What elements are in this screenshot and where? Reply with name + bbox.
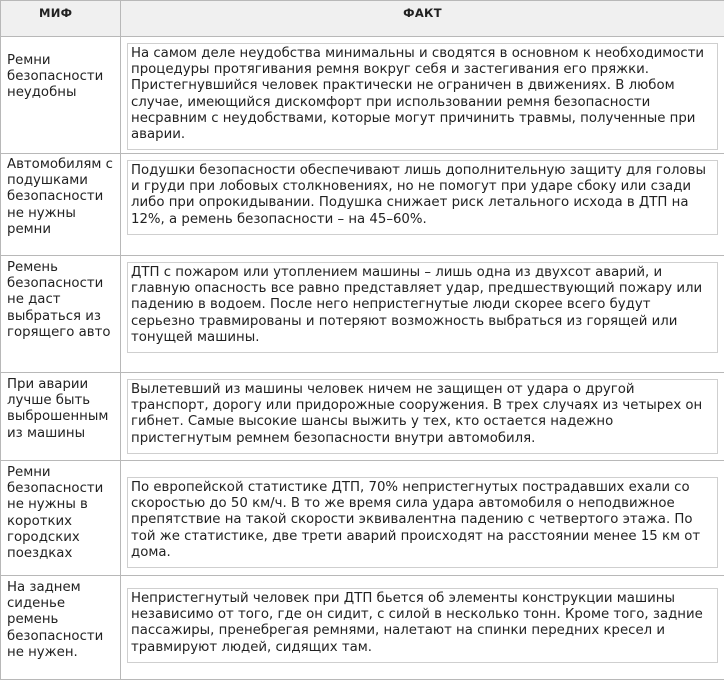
myth-cell: Ремень безопасности не даст выбраться из горящего авто	[1, 256, 121, 373]
fact-column-header: ФАКТ	[121, 1, 724, 37]
fact-cell	[121, 373, 724, 461]
myth-column-header: МИФ	[1, 1, 121, 37]
table-row	[1, 461, 724, 576]
fact-text: Подушки безопасности обеспечивают лишь дополнительную защиту для головы и груди при лобовых столкновениях, но не помогут при ударе сбоку или сзади либо при опрокидывании. Подушка снижает риск летального исхода в ДТП на 12%, а ремень безопасности – на 45–60%.	[127, 160, 718, 235]
fact-cell	[121, 154, 724, 256]
table-row	[1, 154, 724, 256]
myth-cell: Автомобилям с подушками безопасности не нужны ремни	[1, 154, 121, 256]
fact-text: ДТП с пожаром или утоплением машины – лишь одна из двухсот аварий, и главную опасность все равно представляет удар, предшествующий пожару или падению в водоем. После него непристегнутые люди скорее всего будут серьезно травмированы и потеряют возможность выбраться из горящей или тонущей машины.	[127, 262, 718, 353]
myth-cell: На заднем сиденье ремень безопасности не нужен.	[1, 576, 121, 680]
myth-cell: При аварии лучше быть выброшенным из машины	[1, 373, 121, 461]
myth-cell: Ремни безопасности неудобны	[1, 37, 121, 154]
fact-cell	[121, 576, 724, 680]
table-row	[1, 373, 724, 461]
fact-text: По европейской статистике ДТП, 70% непристегнутых пострадавших ехали со скоростью до 50 км/ч. В то же время сила удара автомобиля о неподвижное препятствие на такой скорости эквивалентна падению с четвертого этажа. По той же статистике, две трети аварий происходят на расстоянии менее 15 км от дома.	[127, 477, 718, 568]
fact-cell	[121, 37, 724, 154]
fact-text: Непристегнутый человек при ДТП бьется об элементы конструкции машины независимо от того, где он сидит, с силой в несколько тонн. Кроме того, задние пассажиры, пренебрегая ремнями, налетают на спинки передних кресел и травмируют людей, сидящих там.	[127, 588, 718, 663]
table-row	[1, 37, 724, 154]
table-row	[1, 576, 724, 680]
fact-cell	[121, 256, 724, 373]
fact-text: Вылетевший из машины человек ничем не защищен от удара о другой транспорт, дорогу или придорожные сооружения. В трех случаях из четырех он гибнет. Самые высокие шансы выжить у тех, кто остается надежно пристегнутым ремнем безопасности внутри автомобиля.	[127, 379, 718, 454]
fact-cell	[121, 461, 724, 576]
myth-cell: Ремни безопасности не нужны в коротких городских поездках	[1, 461, 121, 576]
fact-text: На самом деле неудобства минимальны и сводятся в основном к необходимости процедуры протягивания ремня вокруг себя и застегивания его пряжки. Пристегнувшийся человек практически не ограничен в движениях. В любом случае, имеющийся дискомфорт при использовании ремня безопасности несравним с неудобствами, которые могут причинить травмы, полученные при аварии.	[127, 43, 718, 150]
header-row	[1, 1, 724, 37]
table-row	[1, 256, 724, 373]
